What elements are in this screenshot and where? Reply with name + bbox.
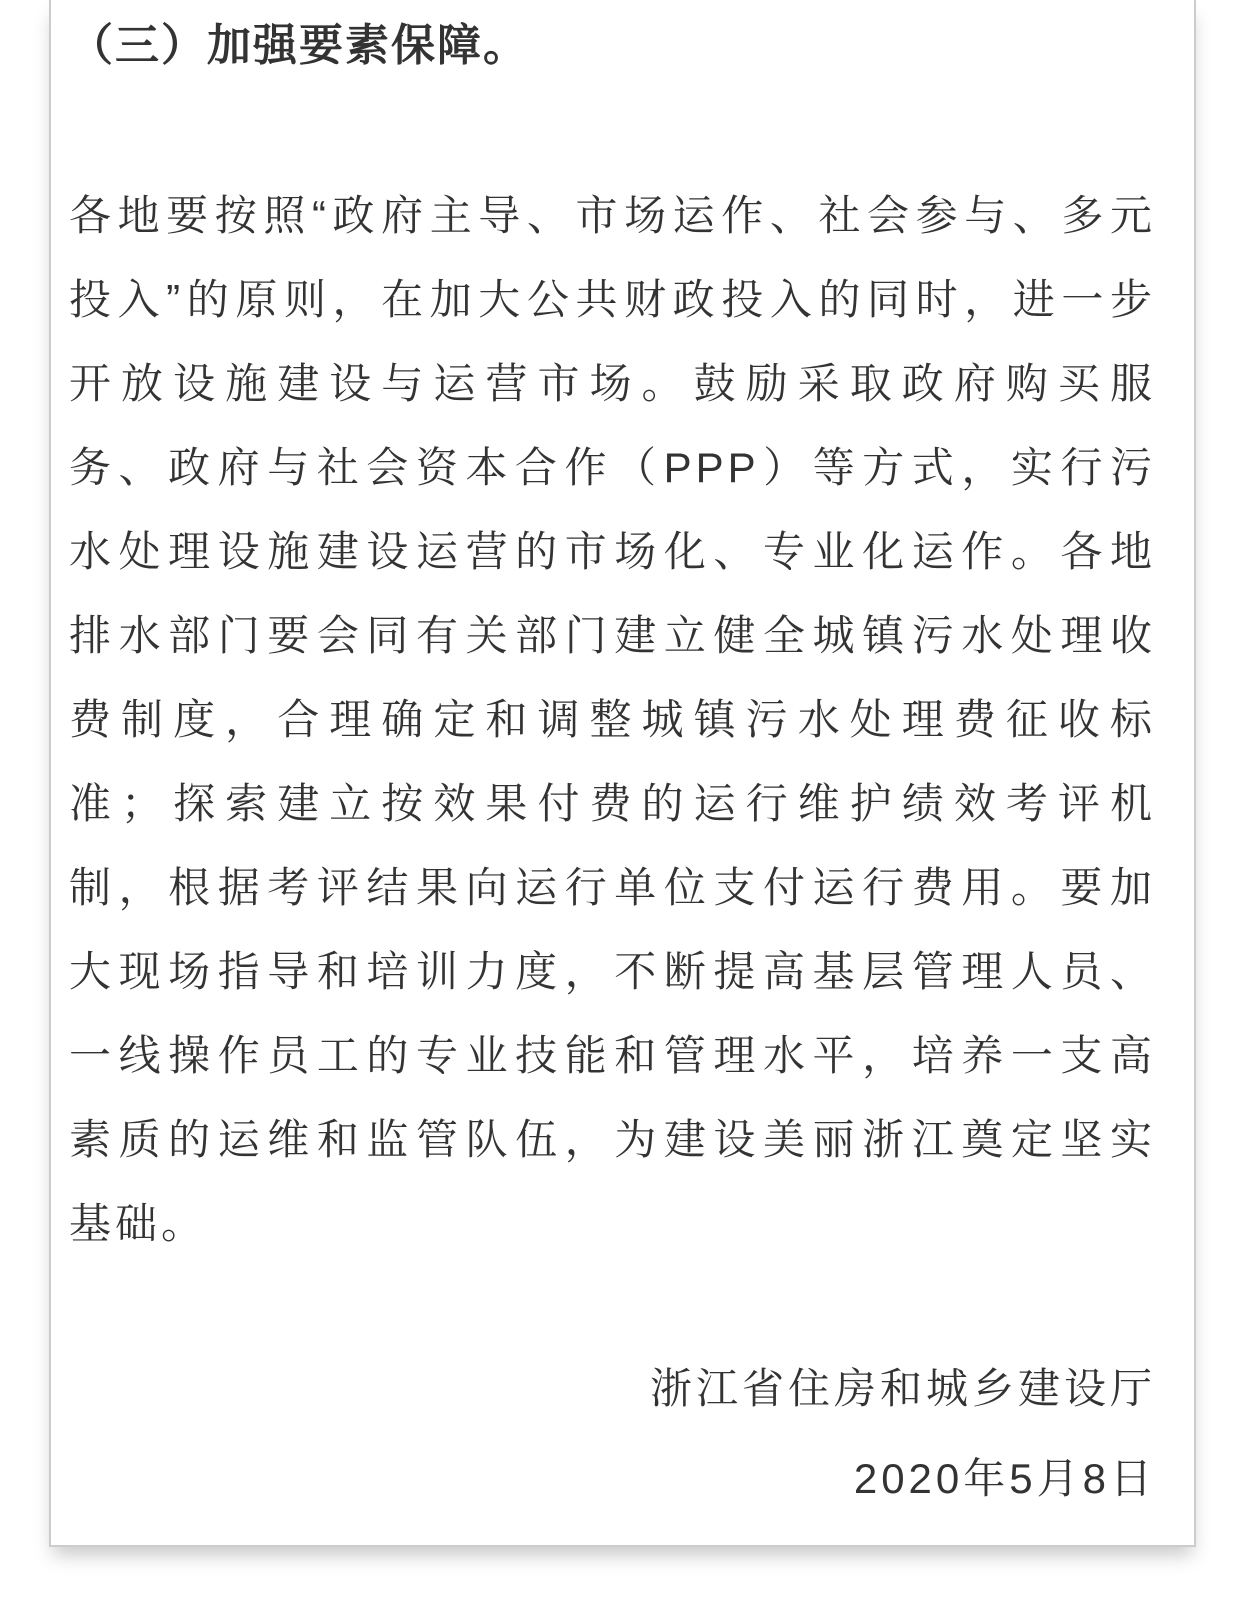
document-content xyxy=(51,0,1194,1521)
signature-date: 2020年5月8日 xyxy=(853,1455,1156,1502)
body-line: 投入”的原则，在加大公共财政投入的同时，进一步 xyxy=(69,276,1156,323)
body-line: 准；探索建立按效果付费的运行维护绩效考评机 xyxy=(69,780,1156,827)
signature-organization: 浙江省住房和城乡建设厅 xyxy=(649,1365,1156,1412)
document-page xyxy=(49,0,1196,1547)
body-paragraph xyxy=(69,174,1156,1266)
body-line: 务、政府与社会资本合作（PPP）等方式，实行污 xyxy=(69,444,1156,491)
body-line: 大现场指导和培训力度，不断提高基层管理人员、 xyxy=(69,948,1156,995)
body-line: 素质的运维和监管队伍，为建设美丽浙江奠定坚实 xyxy=(69,1116,1156,1163)
body-line: 一线操作员工的专业技能和管理水平，培养一支高 xyxy=(69,1032,1156,1079)
body-line: 基础。 xyxy=(69,1200,208,1247)
signature-block xyxy=(69,1347,1156,1521)
body-line: 制，根据考评结果向运行单位支付运行费用。要加 xyxy=(69,864,1156,911)
body-line: 费制度，合理确定和调整城镇污水处理费征收标 xyxy=(69,696,1156,743)
body-line: 排水部门要会同有关部门建立健全城镇污水处理收 xyxy=(69,612,1156,659)
body-line: 开放设施建设与运营市场。鼓励采取政府购买服 xyxy=(69,360,1156,407)
body-line: 水处理设施建设运营的市场化、专业化运作。各地 xyxy=(69,528,1156,575)
body-line: 各地要按照“政府主导、市场运作、社会参与、多元 xyxy=(69,192,1156,239)
section-heading: （三）加强要素保障。 xyxy=(69,21,529,70)
